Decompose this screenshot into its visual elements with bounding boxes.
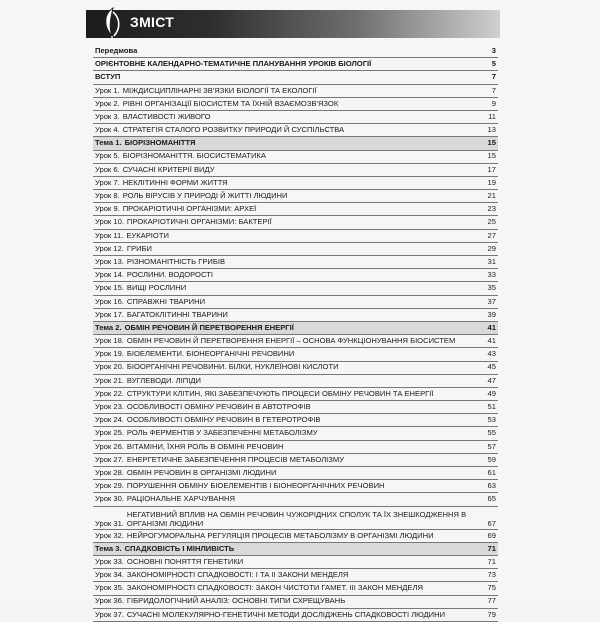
- toc-row: [93, 256, 498, 269]
- toc-page-number: 29: [487, 243, 496, 253]
- toc-lesson-number: Урок 10.: [95, 217, 124, 227]
- toc-lesson-number: Урок 37.: [95, 609, 124, 619]
- toc-row: [93, 375, 498, 388]
- toc-lesson-number: Урок 6.: [95, 164, 120, 174]
- toc-row: [93, 569, 498, 582]
- toc-lesson-number: Урок 15.: [95, 283, 124, 293]
- toc-entry-title: БІОРІЗНОМАНІТТЯ. БІОСИСТЕМАТИКА: [122, 151, 266, 161]
- toc-row: [93, 58, 498, 71]
- toc-row: [93, 243, 498, 256]
- toc-page-number: 47: [487, 375, 496, 385]
- toc-page-number: 17: [487, 164, 496, 174]
- toc-lesson-number: Урок 12.: [95, 243, 124, 253]
- toc-row: [93, 124, 498, 137]
- toc-row: [93, 582, 498, 595]
- toc-entry-title: ЗАКОНОМІРНОСТІ СПАДКОВОСТІ: ЗАКОН ЧИСТОТИ ГАМЕТ. ІІІ ЗАКОН МЕНДЕЛЯ: [126, 583, 423, 593]
- toc-row: [93, 309, 498, 322]
- toc-row: [93, 348, 498, 361]
- toc-entry-title: ОБМІН РЕЧОВИН Й ПЕРЕТВОРЕННЯ ЕНЕРГІЇ – ОСНОВА ФУНКЦІОНУВАННЯ БІОСИСТЕМ: [126, 336, 456, 346]
- toc-lesson-number: Урок 7.: [95, 177, 120, 187]
- toc-entry-title: СПРАВЖНІ ТВАРИНИ: [126, 296, 206, 306]
- toc-lesson-number: Урок 22.: [95, 388, 124, 398]
- toc-entry-title: Передмова: [95, 45, 138, 55]
- toc-entry-title: ПРОКАРІОТИЧНІ ОРГАНІЗМИ: БАКТЕРІЇ: [126, 217, 272, 227]
- toc-row: [93, 427, 498, 440]
- toc-lesson-number: Урок 1.: [95, 85, 120, 95]
- toc-row: [93, 454, 498, 467]
- toc-row: [93, 164, 498, 177]
- toc-entry-title: МІЖДИСЦИПЛІНАРНІ ЗВ'ЯЗКИ БІОЛОГІЇ ТА ЕКОЛОГІЇ: [122, 85, 317, 95]
- toc-lesson-number: Тема 2.: [95, 322, 122, 332]
- toc-page-number: 51: [487, 402, 496, 412]
- toc-page-number: 15: [487, 151, 496, 161]
- toc-page-number: 49: [487, 388, 496, 398]
- toc-lesson-number: Урок 16.: [95, 296, 124, 306]
- toc-page-number: 31: [487, 256, 496, 266]
- toc-topic-row: [93, 322, 498, 335]
- toc-row: [93, 530, 498, 543]
- toc-row: [93, 177, 498, 190]
- toc-entry-title: ВУГЛЕВОДИ. ЛІПІДИ: [126, 375, 201, 385]
- toc-page-number: 77: [487, 596, 496, 606]
- toc-page-number: 75: [487, 583, 496, 593]
- toc-row: [93, 467, 498, 480]
- toc-page-number: 73: [487, 570, 496, 580]
- toc-entry-title: БАГАТОКЛІТИННІ ТВАРИНИ: [126, 309, 228, 319]
- toc-lesson-number: Урок 31.: [95, 519, 124, 529]
- toc-lesson-number: Урок 9.: [95, 204, 120, 214]
- table-of-contents: [93, 45, 498, 622]
- toc-row: [93, 507, 498, 530]
- toc-entry-title: БІОРІЗНОМАНІТТЯ: [124, 138, 196, 148]
- toc-row: [93, 556, 498, 569]
- toc-lesson-number: Урок 14.: [95, 270, 124, 280]
- toc-topic-row: [93, 543, 498, 556]
- toc-page-number: 39: [487, 309, 496, 319]
- toc-page-number: 41: [487, 322, 496, 332]
- toc-entry-title: БІОЕЛЕМЕНТИ. БІОНЕОРГАНІЧНІ РЕЧОВИНИ: [126, 349, 295, 359]
- toc-page-number: 45: [487, 362, 496, 372]
- toc-page-number: 5: [491, 59, 496, 69]
- toc-page-number: 13: [487, 125, 496, 135]
- toc-entry-title: ОРІЄНТОВНЕ КАЛЕНДАРНО-ТЕМАТИЧНЕ ПЛАНУВАННЯ УРОКІВ БІОЛОГІЇ: [95, 59, 372, 69]
- page-title: ЗМІСТ: [130, 14, 175, 30]
- toc-row: [93, 203, 498, 216]
- toc-row: [93, 98, 498, 111]
- toc-page-number: 7: [491, 72, 496, 82]
- toc-row: [93, 335, 498, 348]
- toc-lesson-number: Урок 23.: [95, 402, 124, 412]
- toc-entry-title: РОЛЬ ВІРУСІВ У ПРИРОДІ Й ЖИТТІ ЛЮДИНИ: [122, 191, 288, 201]
- toc-entry-title: ВИЩІ РОСЛИНИ: [126, 283, 187, 293]
- toc-row: [93, 269, 498, 282]
- toc-lesson-number: Урок 33.: [95, 556, 124, 566]
- toc-page-number: 35: [487, 283, 496, 293]
- toc-lesson-number: Урок 30.: [95, 494, 124, 504]
- toc-row: [93, 480, 498, 493]
- toc-entry-title: БІООРГАНІЧНІ РЕЧОВИНИ. БІЛКИ, НУКЛЕЇНОВІ КИСЛОТИ: [126, 362, 339, 372]
- toc-page-number: 69: [487, 530, 496, 540]
- toc-row: [93, 230, 498, 243]
- toc-entry-title: РІЗНОМАНІТНІСТЬ ГРИБІВ: [126, 256, 226, 266]
- toc-page-number: 33: [487, 270, 496, 280]
- toc-lesson-number: Урок 13.: [95, 256, 124, 266]
- toc-page-number: 9: [491, 98, 496, 108]
- toc-page-number: 37: [487, 296, 496, 306]
- toc-page-number: 53: [487, 415, 496, 425]
- toc-lesson-number: Урок 2.: [95, 98, 120, 108]
- toc-page-number: 67: [487, 519, 496, 529]
- toc-entry-title: ОСНОВНІ ПОНЯТТЯ ГЕНЕТИКИ: [126, 556, 244, 566]
- toc-page-number: 59: [487, 454, 496, 464]
- toc-lesson-number: Урок 5.: [95, 151, 120, 161]
- toc-entry-title: ВЛАСТИВОСТІ ЖИВОГО: [122, 111, 211, 121]
- toc-lesson-number: Урок 18.: [95, 336, 124, 346]
- toc-page-number: 55: [487, 428, 496, 438]
- toc-entry-title: СТРАТЕГІЯ СТАЛОГО РОЗВИТКУ ПРИРОДИ Й СУСПІЛЬСТВА: [122, 125, 345, 135]
- toc-row: [93, 45, 498, 58]
- toc-page-number: 65: [487, 494, 496, 504]
- toc-page-number: 57: [487, 441, 496, 451]
- toc-lesson-number: Урок 24.: [95, 415, 124, 425]
- toc-entry-title: ОБМІН РЕЧОВИН В ОРГАНІЗМІ ЛЮДИНИ: [126, 467, 277, 477]
- toc-page-number: 27: [487, 230, 496, 240]
- toc-lesson-number: Урок 27.: [95, 454, 124, 464]
- toc-entry-title: ОБМІН РЕЧОВИН Й ПЕРЕТВОРЕННЯ ЕНЕРГІЇ: [124, 322, 294, 332]
- toc-row: [93, 596, 498, 609]
- toc-page-number: 21: [487, 191, 496, 201]
- toc-lesson-number: Урок 19.: [95, 349, 124, 359]
- toc-row: [93, 190, 498, 203]
- toc-entry-title: ВІТАМІНИ, ЇХНЯ РОЛЬ В ОБМІНІ РЕЧОВИН: [126, 441, 284, 451]
- toc-entry-title: НЕКЛІТИННІ ФОРМИ ЖИТТЯ: [122, 177, 228, 187]
- toc-entry-title: ПРОКАРІОТИЧНІ ОРГАНІЗМИ: АРХЕЇ: [122, 204, 257, 214]
- toc-lesson-number: Урок 4.: [95, 125, 120, 135]
- toc-entry-title: ОСОБЛИВОСТІ ОБМІНУ РЕЧОВИН В ГЕТЕРОТРОФІВ: [126, 415, 321, 425]
- toc-page-number: 43: [487, 349, 496, 359]
- toc-lesson-number: Урок 20.: [95, 362, 124, 372]
- toc-lesson-number: Урок 21.: [95, 375, 124, 385]
- toc-page-number: 11: [488, 111, 496, 121]
- toc-row: [93, 493, 498, 506]
- toc-row: [93, 151, 498, 164]
- toc-page-number: 71: [487, 556, 496, 566]
- toc-lesson-number: Урок 25.: [95, 428, 124, 438]
- toc-entry-title: ОСОБЛИВОСТІ ОБМІНУ РЕЧОВИН В АВТОТРОФІВ: [126, 402, 311, 412]
- toc-row: [93, 362, 498, 375]
- toc-entry-title: ВСТУП: [95, 72, 121, 82]
- toc-page-number: 61: [487, 467, 496, 477]
- toc-lesson-number: Урок 26.: [95, 441, 124, 451]
- toc-row: [93, 85, 498, 98]
- toc-entry-title: ГІБРИДОЛОГІЧНИЙ АНАЛІЗ: ОСНОВНІ ТИПИ СХРЕЩУВАНЬ: [126, 596, 346, 606]
- toc-row: [93, 71, 498, 84]
- toc-entry-title: ПОРУШЕННЯ ОБМІНУ БІОЕЛЕМЕНТІВ І БІОНЕОРГАНІЧНИХ РЕЧОВИН: [126, 481, 385, 491]
- toc-entry-title: СУЧАСНІ МОЛЕКУЛЯРНО-ГЕНЕТИЧНІ МЕТОДИ ДОСЛІДЖЕНЬ СПАДКОВОСТІ ЛЮДИНИ: [126, 609, 446, 619]
- toc-page-number: 7: [491, 85, 496, 95]
- toc-entry-title: НЕГАТИВНИЙ ВПЛИВ НА ОБМІН РЕЧОВИН ЧУЖОРІДНИХ СПОЛУК ТА ЇХ ЗНЕШКОДЖЕННЯ В ОРГАНІЗМІ ЛЮДИНИ: [126, 509, 467, 529]
- toc-row: [93, 609, 498, 622]
- toc-entry-title: РІВНІ ОРГАНІЗАЦІЇ БІОСИСТЕМ ТА ЇХНІЙ ВЗАЄМОЗВ'ЯЗОК: [122, 98, 339, 108]
- toc-page-number: 19: [487, 177, 496, 187]
- toc-page-number: 23: [487, 204, 496, 214]
- toc-entry-title: РОЛЬ ФЕРМЕНТІВ У ЗАБЕЗПЕЧЕННІ МЕТАБОЛІЗМУ: [126, 428, 318, 438]
- toc-lesson-number: Урок 8.: [95, 191, 120, 201]
- toc-entry-title: НЕЙРОГУМОРАЛЬНА РЕГУЛЯЦІЯ ПРОЦЕСІВ МЕТАБОЛІЗМУ В ОРГАНІЗМІ ЛЮДИНИ: [126, 530, 434, 540]
- toc-row: [93, 441, 498, 454]
- toc-lesson-number: Урок 36.: [95, 596, 124, 606]
- toc-page-number: 25: [487, 217, 496, 227]
- toc-entry-title: РОСЛИНИ. ВОДОРОСТІ: [126, 270, 213, 280]
- toc-lesson-number: Тема 3.: [95, 543, 122, 553]
- toc-row: [93, 216, 498, 229]
- toc-lesson-number: Тема 1.: [95, 138, 122, 148]
- toc-entry-title: ГРИБИ: [126, 243, 152, 253]
- toc-entry-title: СПАДКОВІСТЬ І МІНЛИВІСТЬ: [124, 543, 235, 553]
- toc-entry-title: СТРУКТУРИ КЛІТИН, ЯКІ ЗАБЕЗПЕЧУЮТЬ ПРОЦЕСИ ОБМІНУ РЕЧОВИН ТА ЕНЕРГІЇ: [126, 388, 434, 398]
- toc-lesson-number: Урок 34.: [95, 570, 124, 580]
- toc-page-number: 79: [487, 609, 496, 619]
- leaf-icon: [100, 6, 126, 40]
- toc-page-number: 15: [487, 138, 496, 148]
- toc-lesson-number: Урок 3.: [95, 111, 120, 121]
- toc-entry-title: ЗАКОНОМІРНОСТІ СПАДКОВОСТІ: І ТА ІІ ЗАКОНИ МЕНДЕЛЯ: [126, 570, 349, 580]
- toc-lesson-number: Урок 28.: [95, 467, 124, 477]
- toc-row: [93, 414, 498, 427]
- toc-row: [93, 388, 498, 401]
- toc-row: [93, 296, 498, 309]
- toc-lesson-number: Урок 11.: [95, 230, 124, 240]
- toc-row: [93, 282, 498, 295]
- toc-lesson-number: Урок 17.: [95, 309, 124, 319]
- toc-row: [93, 401, 498, 414]
- toc-lesson-number: Урок 29.: [95, 481, 124, 491]
- toc-row: [93, 111, 498, 124]
- toc-entry-title: ЕНЕРГЕТИЧНЕ ЗАБЕЗПЕЧЕННЯ ПРОЦЕСІВ МЕТАБОЛІЗМУ: [126, 454, 345, 464]
- toc-page-number: 71: [487, 543, 496, 553]
- toc-entry-title: ЕУКАРІОТИ: [126, 230, 169, 240]
- toc-lesson-number: Урок 32.: [95, 530, 124, 540]
- toc-page-number: 41: [487, 336, 496, 346]
- toc-entry-title: РАЦІОНАЛЬНЕ ХАРЧУВАННЯ: [126, 494, 235, 504]
- toc-entry-title: СУЧАСНІ КРИТЕРІЇ ВИДУ: [122, 164, 215, 174]
- toc-page-number: 63: [487, 481, 496, 491]
- toc-page-number: 3: [491, 45, 496, 55]
- toc-lesson-number: Урок 35.: [95, 583, 124, 593]
- toc-topic-row: [93, 137, 498, 150]
